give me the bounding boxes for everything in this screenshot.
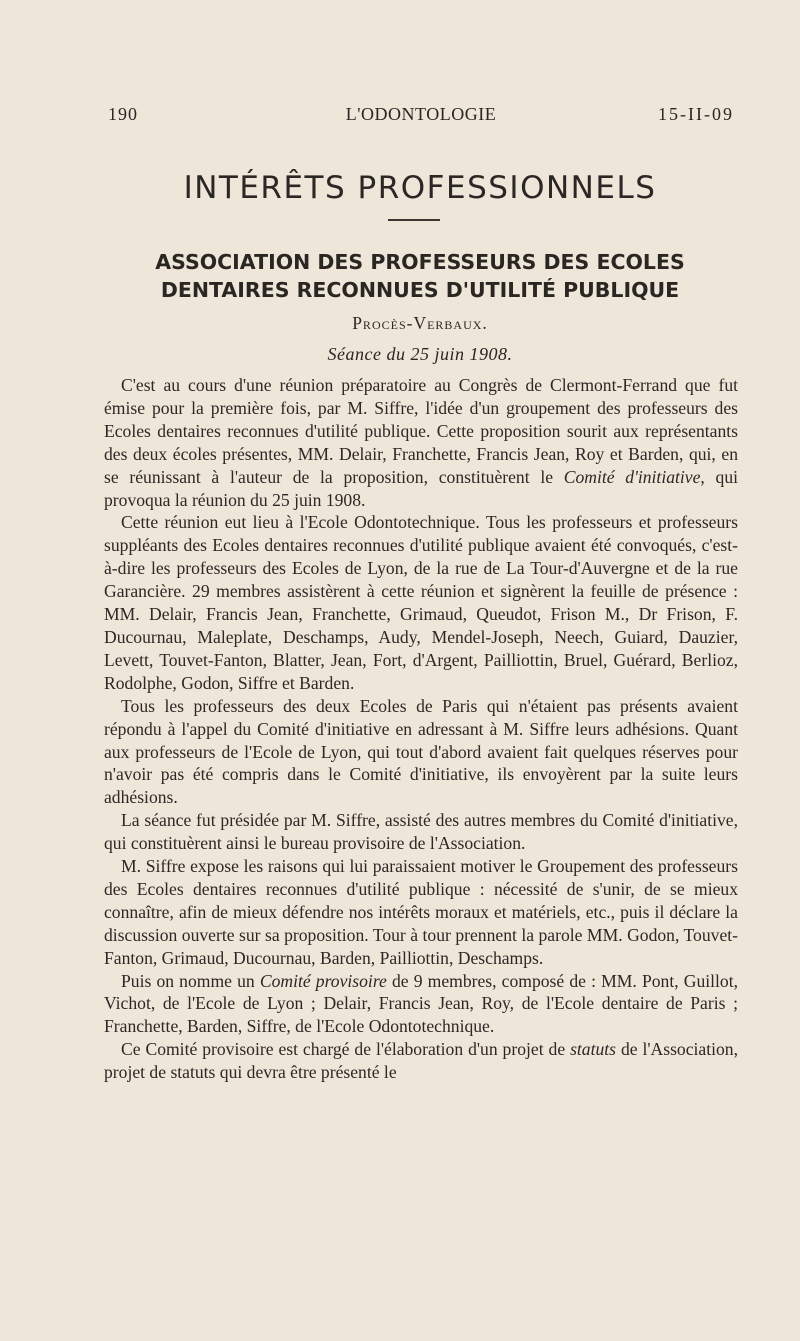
- issue-date: 15-II-09: [658, 104, 734, 124]
- comite-provisoire-emphasis: Comité provisoire: [259, 970, 387, 991]
- paragraph-1: C'est au cours d'une réunion préparatoire au Congrès de Clermont-Ferrand que fut émise pour la première fois, par M. Siffre, l'idée d'un groupement des professeurs des Ecoles dentaires reconnues d'utilité publique. Cette proposition sourit aux représentants des deux écoles présentes, MM. Delair, Franchette, Francis Jean, Roy et Barden, qui, en se réunissant à l'auteur de la proposition, constituèrent le Comité d'initiative, qui provoqua la réunion du 25 juin 1908.: [104, 375, 739, 510]
- seance-date: Séance du 25 juin 1908.: [327, 344, 513, 364]
- paragraph-3: Tous les professeurs des deux Ecoles de Paris qui n'étaient pas présents avaient répondu à l'appel du Comité d'initiative en adressant à M. Siffre leurs adhésions. Quant aux professeurs de l'Ecole de Lyon, qui tout d'abord avaient fait quelques réserves pour n'avoir pas été compris dans le Comité d'initiative, ils envoyèrent par la suite leurs adhésions.: [104, 695, 738, 808]
- statuts-emphasis: statuts: [570, 1039, 617, 1060]
- section-title: INTÉRÊTS PROFESSIONNELS: [183, 170, 657, 206]
- paragraph-6: Puis on nomme un Comité provisoire de 9 membres, composé de : MM. Pont, Guillot, Vichot, de l'Ecole de Lyon ; Delair, Francis Jean, Roy, de l'Ecole dentaire de Paris ; Franchette, Barden, Siffre, de l'Ecole Odontotechnique.: [104, 970, 739, 1037]
- page-number: 190: [108, 104, 138, 124]
- proces-verbaux-heading: Procès-Verbaux.: [352, 313, 488, 333]
- paragraph-5: M. Siffre expose les raisons qui lui paraissaient motiver le Groupement des professeurs des Ecoles dentaires reconnues d'utilité publique : nécessité de s'unir, de se mieux connaître, afin de mieux défendre nos intérêts moraux et matériels, etc., puis il déclare la discussion ouverte sur sa proposition. Tour à tour prennent la parole MM. Godon, Touvet-Fanton, Grimaud, Ducournau, Barden, Pailliottin, Deschamps.: [104, 856, 738, 968]
- association-title-line-1: ASSOCIATION DES PROFESSEURS DES ECOLES: [155, 250, 685, 274]
- association-title-line-2: DENTAIRES RECONNUES D'UTILITÉ PUBLIQUE: [160, 278, 680, 302]
- running-head: [108, 104, 734, 130]
- association-title: [100, 248, 740, 304]
- comite-initiative-emphasis: Comité d'initiative: [563, 466, 701, 487]
- journal-title: L'ODONTOLOGIE: [345, 104, 497, 124]
- paragraph-4: La séance fut présidée par M. Siffre, assisté des autres membres du Comité d'initiative, qui constituèrent ainsi le bureau provisoire de l'Association.: [104, 810, 738, 854]
- title-divider: [388, 219, 440, 221]
- paragraph-7: Ce Comité provisoire est chargé de l'élaboration d'un projet de statuts de l'Association, projet de statuts qui devra être présenté le: [104, 1039, 739, 1083]
- article-body: [104, 374, 738, 1084]
- paragraph-2: Cette réunion eut lieu à l'Ecole Odontotechnique. Tous les professeurs et professeurs suppléants des Ecoles dentaires reconnues d'utilité publique avaient été convoqués, c'est-à-dire les professeurs des Ecoles de Lyon, de la rue de La Tour-d'Auvergne et de la rue Garancière. 29 membres assistèrent à cette réunion et signèrent la feuille de présence : MM. Delair, Francis Jean, Franchette, Grimaud, Queudot, Frison M., Dr Frison, F. Ducournau, Maleplate, Deschamps, Audy, Mendel-Joseph, Neech, Guiard, Dauzier, Levett, Touvet-Fanton, Blatter, Jean, Fort, d'Argent, Pailliottin, Bruel, Guérard, Berlioz, Rodolphe, Godon, Siffre et Barden.: [104, 512, 738, 693]
